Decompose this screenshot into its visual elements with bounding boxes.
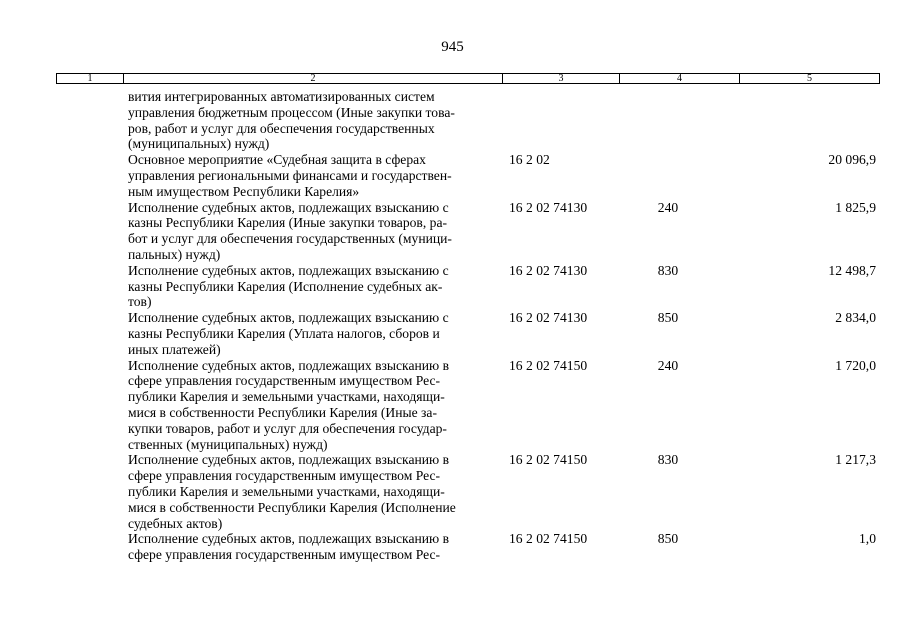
table-body [128,89,880,563]
row-expense-type: 850 [657,531,679,547]
row-amount: 1 217,3 [835,452,876,468]
description-line: пальных) нужд) [128,246,221,262]
table-row [128,531,880,563]
row-expense-type: 830 [657,262,679,278]
page-number: 945 [441,39,464,55]
row-description [128,358,493,453]
row-code [509,89,629,152]
description-line: тов) [128,294,152,310]
row-description [128,200,493,263]
table-row [128,452,880,531]
row-amount [699,89,880,152]
description-line: Исполнение судебных актов, подлежащих взысканию в [128,357,449,373]
row-expense-type [637,89,699,152]
description-line: Исполнение судебных актов, подлежащих взысканию с [128,262,449,278]
description-line: сфере управления государственным имуществом Рес- [128,373,441,389]
row-amount: 1 825,9 [835,199,876,215]
description-line: иных платежей) [128,341,221,357]
row-code: 16 2 02 74130 [509,310,588,326]
description-line: казны Республики Карелия (Иные закупки товаров, ра- [128,215,448,231]
description-line: Исполнение судебных актов, подлежащих взысканию в [128,531,449,547]
header-col-1: 1 [57,74,124,83]
description-line: Исполнение судебных актов, подлежащих взысканию в [128,452,449,468]
row-code: 16 2 02 74130 [509,199,588,215]
description-line: казны Республики Карелия (Уплата налогов, сборов и [128,325,440,341]
row-expense-type: 850 [657,310,679,326]
description-line: Исполнение судебных актов, подлежащих взысканию с [128,199,449,215]
description-line: бот и услуг для обеспечения государственных (муници- [128,231,452,247]
header-col-4: 4 [620,74,740,83]
table-row [128,358,880,453]
row-code: 16 2 02 74130 [509,262,588,278]
row-amount: 1 720,0 [835,357,876,373]
description-line: сфере управления государственным имуществом Рес- [128,468,441,484]
table-row [128,310,880,357]
row-code: 16 2 02 74150 [509,452,588,468]
header-col-3: 3 [503,74,620,83]
table-row [128,200,880,263]
row-description [128,452,493,531]
description-line: мися в собственности Республики Карелия (Исполнение [128,499,456,515]
description-line: ров, работ и услуг для обеспечения государственных [128,120,435,136]
description-line: ственных (муниципальных) нужд) [128,436,328,452]
table-header-row [56,73,880,84]
table-row [128,152,880,199]
row-expense-type: 240 [657,199,679,215]
row-amount: 12 498,7 [828,262,876,278]
row-description [128,263,493,310]
description-line: публики Карелия и земельными участками, находящи- [128,389,445,405]
row-amount: 20 096,9 [828,152,876,168]
row-description [128,531,493,563]
description-line: сфере управления государственным имуществом Рес- [128,547,441,563]
description-line: казны Республики Карелия (Исполнение судебных ак- [128,278,443,294]
description-line: мися в собственности Республики Карелия (Иные за- [128,404,437,420]
description-line: (муниципальных) нужд) [128,136,270,152]
row-description [128,152,493,199]
row-amount: 2 834,0 [835,310,876,326]
table-row [128,89,880,152]
description-line: судебных актов) [128,515,223,531]
row-expense-type: 830 [657,452,679,468]
description-line: ным имуществом Республики Карелия» [128,183,360,199]
description-line: вития интегрированных автоматизированных систем [128,89,435,104]
header-col-5: 5 [807,73,812,84]
table-row [128,263,880,310]
row-amount: 1,0 [859,531,876,547]
description-line: управления региональными финансами и государствен- [128,167,452,183]
row-code: 16 2 02 74150 [509,357,588,373]
row-code: 16 2 02 74150 [509,531,588,547]
row-description [128,310,493,357]
header-col-2: 2 [124,74,503,83]
row-code: 16 2 02 [509,152,550,168]
description-line: публики Карелия и земельными участками, находящи- [128,483,445,499]
row-expense-type: 240 [657,357,679,373]
row-expense-type [637,152,699,199]
description-line: Основное мероприятие «Судебная защита в сферах [128,152,426,168]
description-line: управления бюджетным процессом (Иные закупки това- [128,104,455,120]
row-description [128,89,493,152]
description-line: купки товаров, работ и услуг для обеспечения государ- [128,420,447,436]
description-line: Исполнение судебных актов, подлежащих взысканию с [128,310,449,326]
